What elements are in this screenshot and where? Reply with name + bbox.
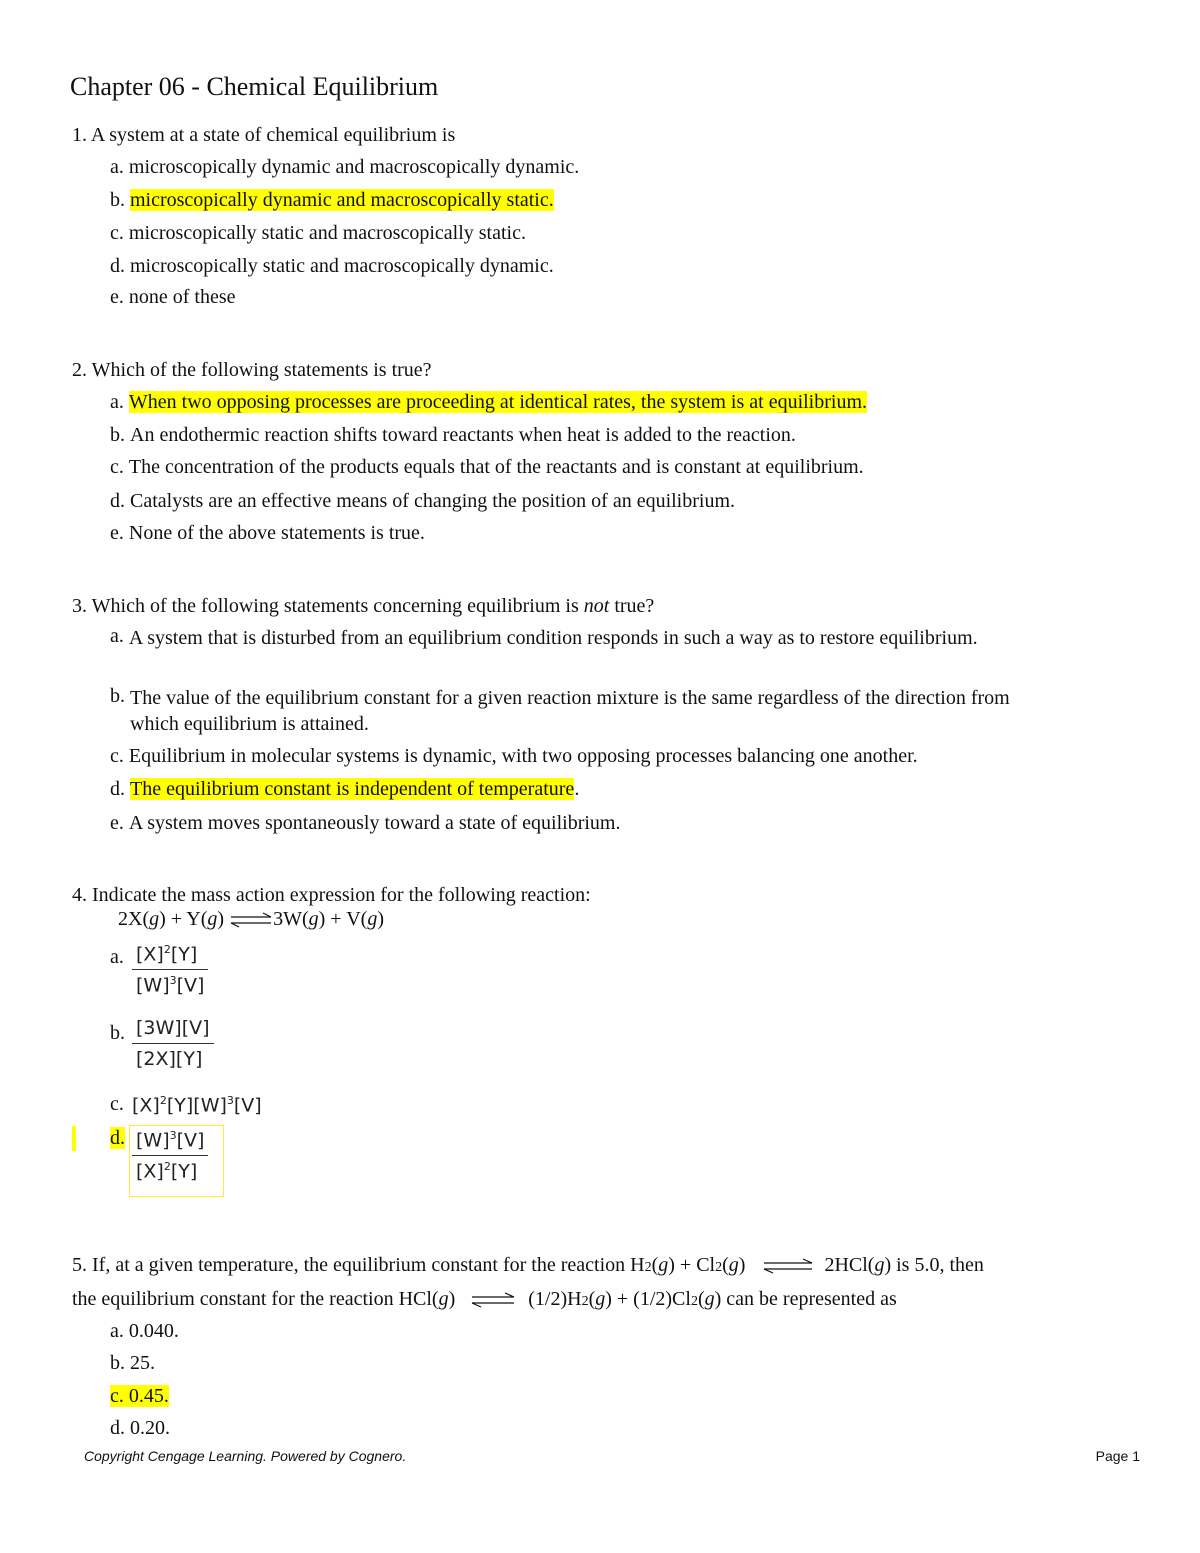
stem-text: ( (588, 1288, 596, 1310)
option-label: c. (110, 1385, 124, 1407)
eq-part: ) (377, 908, 384, 930)
subscript: 2 (644, 1260, 652, 1275)
answer-marker (72, 1126, 76, 1151)
option-label: a. (110, 156, 124, 178)
term: [X] (132, 1094, 160, 1117)
stem-text: ) + (1/2)Cl (605, 1288, 691, 1310)
subscript: 2 (715, 1260, 723, 1275)
option-label: d. (110, 778, 125, 800)
option-label: d. (110, 1417, 125, 1439)
equilibrium-arrow-icon (762, 1258, 814, 1274)
question-3-stem (72, 595, 654, 618)
option-label: a. (110, 1320, 124, 1342)
eq-phase: g (595, 1288, 606, 1310)
option-label: e. (110, 812, 124, 834)
q2-option-d (110, 490, 735, 513)
option-text: None of the above statements is true. (128, 522, 425, 544)
option-label: b. (110, 189, 125, 211)
numerator (132, 943, 208, 970)
option-text: 0.45. (128, 1385, 169, 1407)
q2-option-a (110, 391, 867, 414)
term: [W] (136, 974, 170, 997)
stem-text: ) (738, 1254, 746, 1276)
q4-option-d-label (110, 1127, 125, 1150)
correct-answer-highlight: d. (110, 1127, 125, 1149)
subscript: 2 (690, 1294, 698, 1309)
stem-text: the equilibrium constant for the reaction HCl( (72, 1288, 439, 1310)
correct-answer-highlight: When two opposing processes are proceeding at identical rates, the system is at equilibrium. (128, 391, 868, 413)
exponent: 3 (169, 1129, 177, 1142)
term: [V] (176, 974, 205, 997)
option-label: b. (110, 424, 125, 446)
question-1-stem: 1. A system at a state of chemical equilibrium is (72, 124, 456, 146)
option-label: b. (110, 1352, 125, 1374)
option-text: 0.040. (128, 1320, 179, 1342)
q4-option-a-label: a. (110, 946, 124, 968)
option-text: A system moves spontaneously toward a state of equilibrium. (128, 812, 621, 834)
stem-text: (1/2)H (528, 1288, 582, 1310)
exponent: 2 (163, 943, 171, 956)
eq-phase: g (207, 908, 218, 930)
term: [V] (176, 1129, 205, 1152)
q5-option-c (110, 1385, 169, 1408)
correct-answer-highlight: microscopically dynamic and macroscopically static. (130, 189, 554, 211)
eq-phase: g (728, 1254, 739, 1276)
q4-option-c-label: c. (110, 1093, 124, 1115)
option-label: a. (110, 391, 124, 413)
question-5-stem-line-2 (72, 1288, 897, 1311)
stem-text: 2HCl( (824, 1254, 875, 1276)
denominator (132, 970, 208, 996)
eq-phase: g (367, 908, 378, 930)
stem-text: ( (651, 1254, 659, 1276)
option-text: microscopically dynamic and macroscopically dynamic. (128, 156, 580, 178)
option-text: The concentration of the products equals that of the reactants and is constant at equilibrium. (128, 456, 864, 478)
eq-phase: g (704, 1288, 715, 1310)
equilibrium-arrow-icon (229, 912, 273, 928)
stem-text: ) can be represented as (714, 1288, 897, 1310)
option-text: 0.20. (130, 1417, 170, 1439)
q3-option-e (110, 812, 620, 835)
numerator: [3W][V] (132, 1017, 214, 1044)
stem-text: ( (722, 1254, 729, 1276)
term: [Y] (170, 1160, 198, 1183)
option-text: A system that is disturbed from an equilibrium condition responds in such a way as to restore equilibrium. (128, 627, 978, 649)
question-2-stem: 2. Which of the following statements is true? (72, 359, 432, 381)
option-text: none of these (128, 286, 236, 308)
q3-option-c (110, 745, 918, 768)
eq-phase: g (438, 1288, 449, 1310)
q2-option-e (110, 522, 425, 545)
q4-option-b-fraction (132, 1017, 214, 1070)
eq-part: ) + V( (318, 908, 368, 930)
term: [V] (233, 1094, 262, 1117)
stem-emphasis: not (583, 595, 610, 617)
q4-option-a-fraction (132, 943, 208, 997)
stem-text: 3. Which of the following statements concerning equilibrium is (72, 595, 584, 617)
page-title: Chapter 06 - Chemical Equilibrium (70, 72, 439, 101)
option-label: c. (110, 456, 124, 478)
option-text: Catalysts are an effective means of changing the position of an equilibrium. (130, 490, 736, 512)
option-label: e. (110, 522, 124, 544)
option-text: microscopically static and macroscopically static. (128, 222, 526, 244)
eq-part: ) + Y( (159, 908, 208, 930)
option-text: 25. (130, 1352, 155, 1374)
eq-part: 3W( (273, 908, 309, 930)
exponent: 3 (169, 974, 177, 988)
stem-text: 5. If, at a given temperature, the equilibrium constant for the reaction H (72, 1254, 645, 1276)
exponent: 3 (226, 1094, 234, 1107)
denominator: [2X][Y] (136, 1048, 203, 1070)
stem-text: ) is 5.0, then (884, 1254, 984, 1276)
q3-option-b (110, 685, 1050, 737)
equilibrium-arrow-icon (470, 1292, 516, 1308)
term: [X] (136, 943, 164, 966)
q5-option-d (110, 1417, 170, 1440)
q4-option-c-expression (132, 1094, 262, 1116)
q1-option-b (110, 189, 554, 212)
eq-phase: g (874, 1254, 885, 1276)
question-4-stem: 4. Indicate the mass action expression for the following reaction: (72, 884, 591, 906)
option-label: e. (110, 286, 124, 308)
term: [W] (136, 1129, 170, 1152)
option-label: b. (110, 685, 125, 707)
correct-answer-highlight: The equilibrium constant is independent of temperature (130, 778, 575, 800)
q1-option-a (110, 156, 579, 179)
option-label: a. (110, 625, 124, 647)
subscript: 2 (581, 1294, 589, 1309)
q5-option-b (110, 1352, 155, 1375)
footer-copyright: Copyright Cengage Learning. Powered by Cognero. (84, 1448, 407, 1464)
option-text: Equilibrium in molecular systems is dynamic, with two opposing processes balancing one another. (128, 745, 918, 767)
q5-option-a (110, 1320, 179, 1343)
stem-text: ( (697, 1288, 705, 1310)
term: [Y][W] (166, 1094, 227, 1117)
stem-text: ) (448, 1288, 456, 1310)
term: [X] (136, 1160, 164, 1183)
reaction-equation (118, 908, 384, 931)
option-text: microscopically static and macroscopically dynamic. (130, 255, 554, 277)
footer-page-number: Page 1 (1095, 1448, 1140, 1464)
q1-option-c (110, 222, 526, 245)
eq-phase: g (658, 1254, 669, 1276)
q3-option-d (110, 778, 579, 801)
option-label: d. (110, 490, 125, 512)
q1-option-d (110, 255, 554, 278)
eq-phase: g (149, 908, 160, 930)
q2-option-c (110, 456, 864, 479)
correct-answer-highlight (110, 1385, 169, 1407)
term: [Y] (170, 943, 198, 966)
question-5-stem-line-1 (72, 1254, 984, 1277)
option-tail: . (574, 778, 580, 800)
option-label: d. (110, 255, 125, 277)
q2-option-b (110, 424, 796, 447)
option-label: c. (110, 222, 124, 244)
eq-phase: g (308, 908, 319, 930)
eq-part: 2X( (118, 908, 150, 930)
option-text: An endothermic reaction shifts toward reactants when heat is added to the reaction. (130, 424, 796, 446)
q3-option-a (110, 625, 1029, 651)
exponent: 2 (159, 1094, 167, 1107)
q4-option-d-fraction (132, 1129, 208, 1183)
stem-text: true? (609, 595, 655, 617)
option-label: c. (110, 745, 124, 767)
q1-option-e (110, 286, 236, 309)
exponent: 2 (163, 1160, 171, 1174)
stem-text: ) + Cl (668, 1254, 716, 1276)
denominator (132, 1156, 208, 1182)
eq-part: ) (217, 908, 225, 930)
q4-option-b-label: b. (110, 1022, 125, 1044)
option-text: The value of the equilibrium constant for a given reaction mixture is the same regardless of the direction from which equilibrium is attained. (130, 687, 1010, 735)
numerator (132, 1129, 208, 1156)
